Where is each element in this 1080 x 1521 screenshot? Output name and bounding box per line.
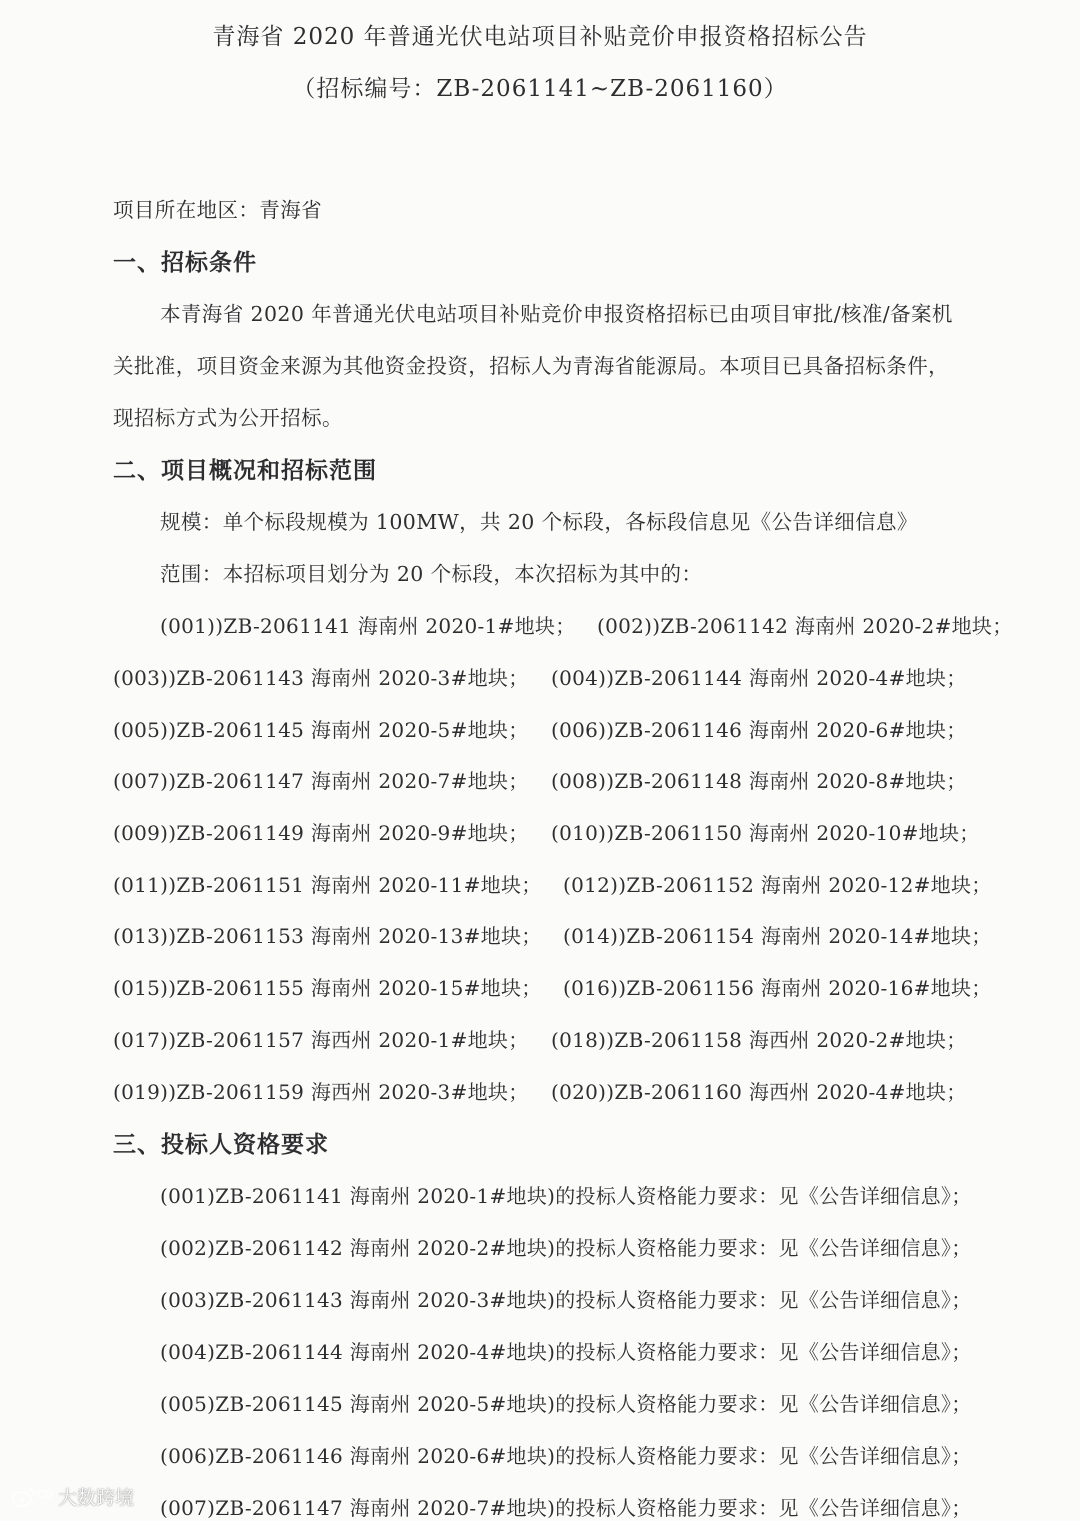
qualification-item: (004)ZB-2061144 海南州 2020-4#地块)的投标人资格能力要求：见《公告详细信息》；: [160, 1340, 972, 1364]
section-2-heading: 二、项目概况和招标范围: [113, 458, 377, 484]
lot-entry: (014))ZB-2061154 海南州 2020-14#地块；: [563, 924, 992, 948]
qualification-item: (002)ZB-2061142 海南州 2020-2#地块)的投标人资格能力要求：见《公告详细信息》；: [160, 1236, 972, 1260]
project-region: 项目所在地区：青海省: [113, 198, 322, 222]
section-1-paragraph-line: 现招标方式为公开招标。: [113, 406, 343, 430]
lot-entry: (018))ZB-2061158 海西州 2020-2#地块；: [551, 1028, 967, 1052]
section-3-heading: 三、投标人资格要求: [113, 1132, 329, 1158]
lot-entry: (003))ZB-2061143 海南州 2020-3#地块；: [113, 666, 529, 690]
lot-entry: (012))ZB-2061152 海南州 2020-12#地块；: [563, 873, 992, 897]
lot-entry: (015))ZB-2061155 海南州 2020-15#地块；: [113, 976, 542, 1000]
lot-entry: (001))ZB-2061141 海南州 2020-1#地块；: [160, 614, 576, 638]
lot-entry: (005))ZB-2061145 海南州 2020-5#地块；: [113, 718, 529, 742]
lot-entry: (017))ZB-2061157 海西州 2020-1#地块；: [113, 1028, 529, 1052]
lot-entry: (004))ZB-2061144 海南州 2020-4#地块；: [551, 666, 967, 690]
section-1-paragraph-line: 关批准，项目资金来源为其他资金投资，招标人为青海省能源局。本项目已具备招标条件，: [113, 354, 949, 378]
lot-entry: (013))ZB-2061153 海南州 2020-13#地块；: [113, 924, 542, 948]
qualification-item: (005)ZB-2061145 海南州 2020-5#地块)的投标人资格能力要求：见《公告详细信息》；: [160, 1392, 972, 1416]
lot-entry: (006))ZB-2061146 海南州 2020-6#地块；: [551, 718, 967, 742]
tender-number: （招标编号：ZB-2061141~ZB-2061160）: [292, 76, 788, 102]
project-scope: 范围：本招标项目划分为 20 个标段，本次招标为其中的：: [160, 562, 703, 586]
qualification-item: (001)ZB-2061141 海南州 2020-1#地块)的投标人资格能力要求：见《公告详细信息》；: [160, 1184, 972, 1208]
lot-entry: (002))ZB-2061142 海南州 2020-2#地块；: [597, 614, 1013, 638]
weibo-logo-icon: [10, 1484, 54, 1510]
lot-entry: (007))ZB-2061147 海南州 2020-7#地块；: [113, 769, 529, 793]
lot-entry: (009))ZB-2061149 海南州 2020-9#地块；: [113, 821, 529, 845]
qualification-item: (006)ZB-2061146 海南州 2020-6#地块)的投标人资格能力要求：见《公告详细信息》；: [160, 1444, 972, 1468]
project-scale: 规模：单个标段规模为 100MW，共 20 个标段，各标段信息见《公告详细信息》: [160, 510, 918, 534]
lot-entry: (016))ZB-2061156 海南州 2020-16#地块；: [563, 976, 992, 1000]
qualification-item: (003)ZB-2061143 海南州 2020-3#地块)的投标人资格能力要求：见《公告详细信息》；: [160, 1288, 972, 1312]
document-title: 青海省 2020 年普通光伏电站项目补贴竞价申报资格招标公告: [212, 24, 868, 50]
lot-entry: (020))ZB-2061160 海西州 2020-4#地块；: [551, 1080, 967, 1104]
lot-entry: (019))ZB-2061159 海西州 2020-3#地块；: [113, 1080, 529, 1104]
qualification-item: (007)ZB-2061147 海南州 2020-7#地块)的投标人资格能力要求：见《公告详细信息》；: [160, 1496, 972, 1520]
lot-entry: (008))ZB-2061148 海南州 2020-8#地块；: [551, 769, 967, 793]
section-1-heading: 一、招标条件: [113, 250, 257, 276]
watermark: [10, 1483, 134, 1510]
section-1-paragraph-line: 本青海省 2020 年普通光伏电站项目补贴竞价申报资格招标已由项目审批/核准/备案机: [160, 302, 953, 326]
watermark-text: 大数跨境: [58, 1487, 135, 1509]
lot-entry: (010))ZB-2061150 海南州 2020-10#地块；: [551, 821, 980, 845]
lot-entry: (011))ZB-2061151 海南州 2020-11#地块；: [113, 873, 542, 897]
